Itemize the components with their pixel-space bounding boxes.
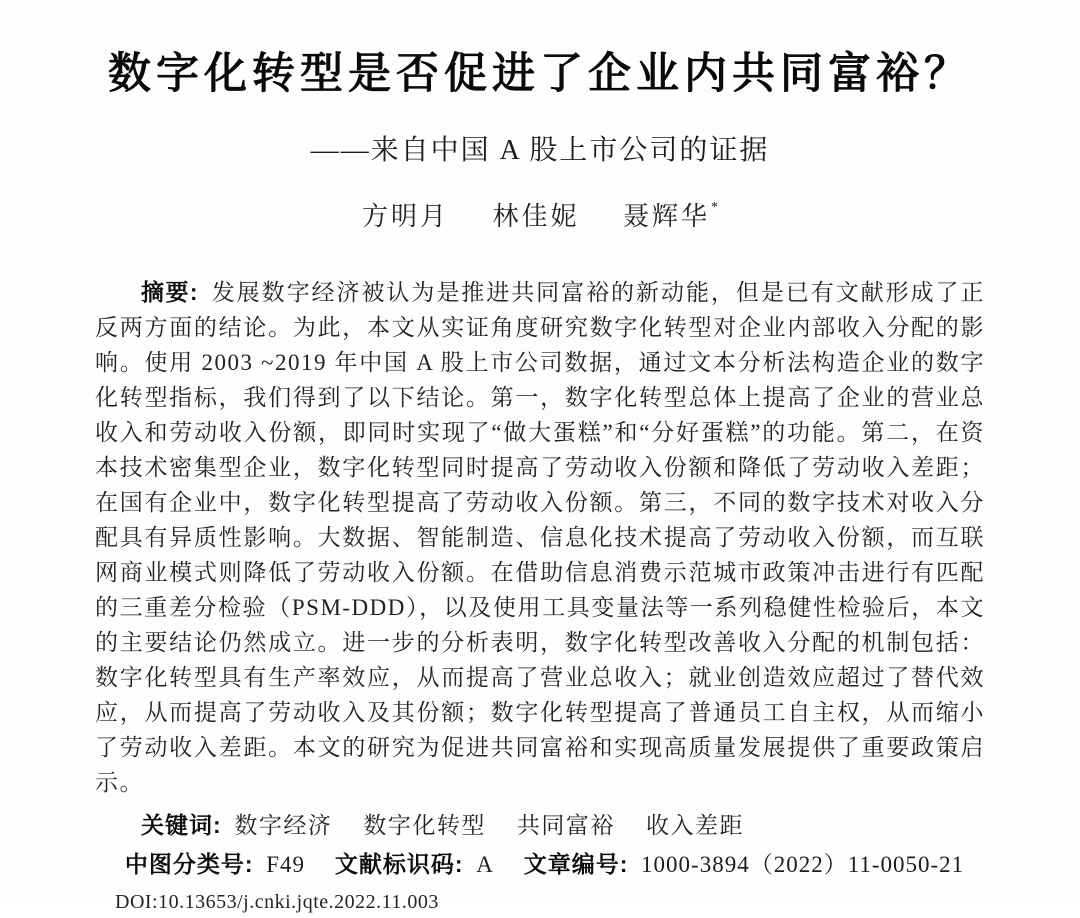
paper-subtitle: ——来自中国 A 股上市公司的证据 bbox=[310, 135, 770, 167]
doi-line bbox=[95, 886, 985, 918]
keyword-1: 数字经济 bbox=[234, 813, 333, 839]
keyword-3: 共同富裕 bbox=[516, 813, 615, 839]
keyword-2: 数字化转型 bbox=[363, 813, 486, 839]
keywords-line bbox=[95, 807, 985, 844]
classification-line bbox=[95, 846, 985, 883]
article-number-value: 1000-3894（2022）11-0050-21 bbox=[641, 852, 965, 878]
author-footnote-marker: * bbox=[711, 200, 719, 216]
author-name-2: 林佳妮 bbox=[492, 202, 580, 232]
doi-label: DOI: bbox=[115, 891, 159, 914]
article-number-label: 文章编号: bbox=[523, 851, 629, 878]
clc-number-label: 中图分类号: bbox=[124, 851, 254, 878]
abstract-paragraph bbox=[95, 275, 985, 800]
paper-title: 数字化转型是否促进了企业内共同富裕？ bbox=[108, 51, 972, 98]
keyword-4: 收入差距 bbox=[645, 813, 744, 839]
clc-number-value: F49 bbox=[266, 852, 305, 878]
document-code-label: 文献标识码: bbox=[334, 851, 464, 878]
document-code-value: A bbox=[476, 852, 494, 878]
author-name-3-text: 聂辉华 bbox=[623, 202, 711, 232]
author-name-1: 方明月 bbox=[361, 202, 449, 232]
doi-value: 10.13653/j.cnki.jqte.2022.11.003 bbox=[158, 891, 439, 914]
author-name-3 bbox=[623, 196, 718, 233]
abstract-label: 摘要: bbox=[141, 279, 199, 306]
author-list bbox=[95, 196, 985, 233]
keywords-label: 关键词: bbox=[141, 812, 222, 839]
abstract-text: 发展数字经济被认为是推进共同富裕的新动能，但是已有文献形成了正反两方面的结论。为此，本文从实证角度研究数字化转型对企业内部收入分配的影响。使用 2003 ~2019 年中国 A 股上市公司数据，通过文本分析法构造企业的数字化转型指标，我们得到了以下结论。第一，数字化转型总体上提高了企业的营业总收入和劳动收入份额，即同时实现了“做大蛋糕”和“分好蛋糕”的功能。第二，在资本技术密集型企业，数字化转型同时提高了劳动收入份额和降低了劳动收入差距；在国有企业中，数字化转型提高了劳动收入份额。第三，不同的数字技术对收入分配具有异质性影响。大数据、智能制造、信息化技术提高了劳动收入份额，而互联网商业模式则降低了劳动收入份额。在借助信息消费示范城市政策冲击进行有匹配的三重差分检验（PSM-DDD），以及使用工具变量法等一系列稳健性检验后，本文的主要结论仍然成立。进一步的分析表明，数字化转型改善收入分配的机制包括：数字化转型具有生产率效应，从而提高了营业总收入；就业创造效应超过了替代效应，从而提高了劳动收入及其份额；数字化转型提高了普通员工自主权，从而缩小了劳动收入差距。本文的研究为促进共同富裕和实现高质量发展提供了重要政策启示。 bbox=[95, 280, 986, 796]
